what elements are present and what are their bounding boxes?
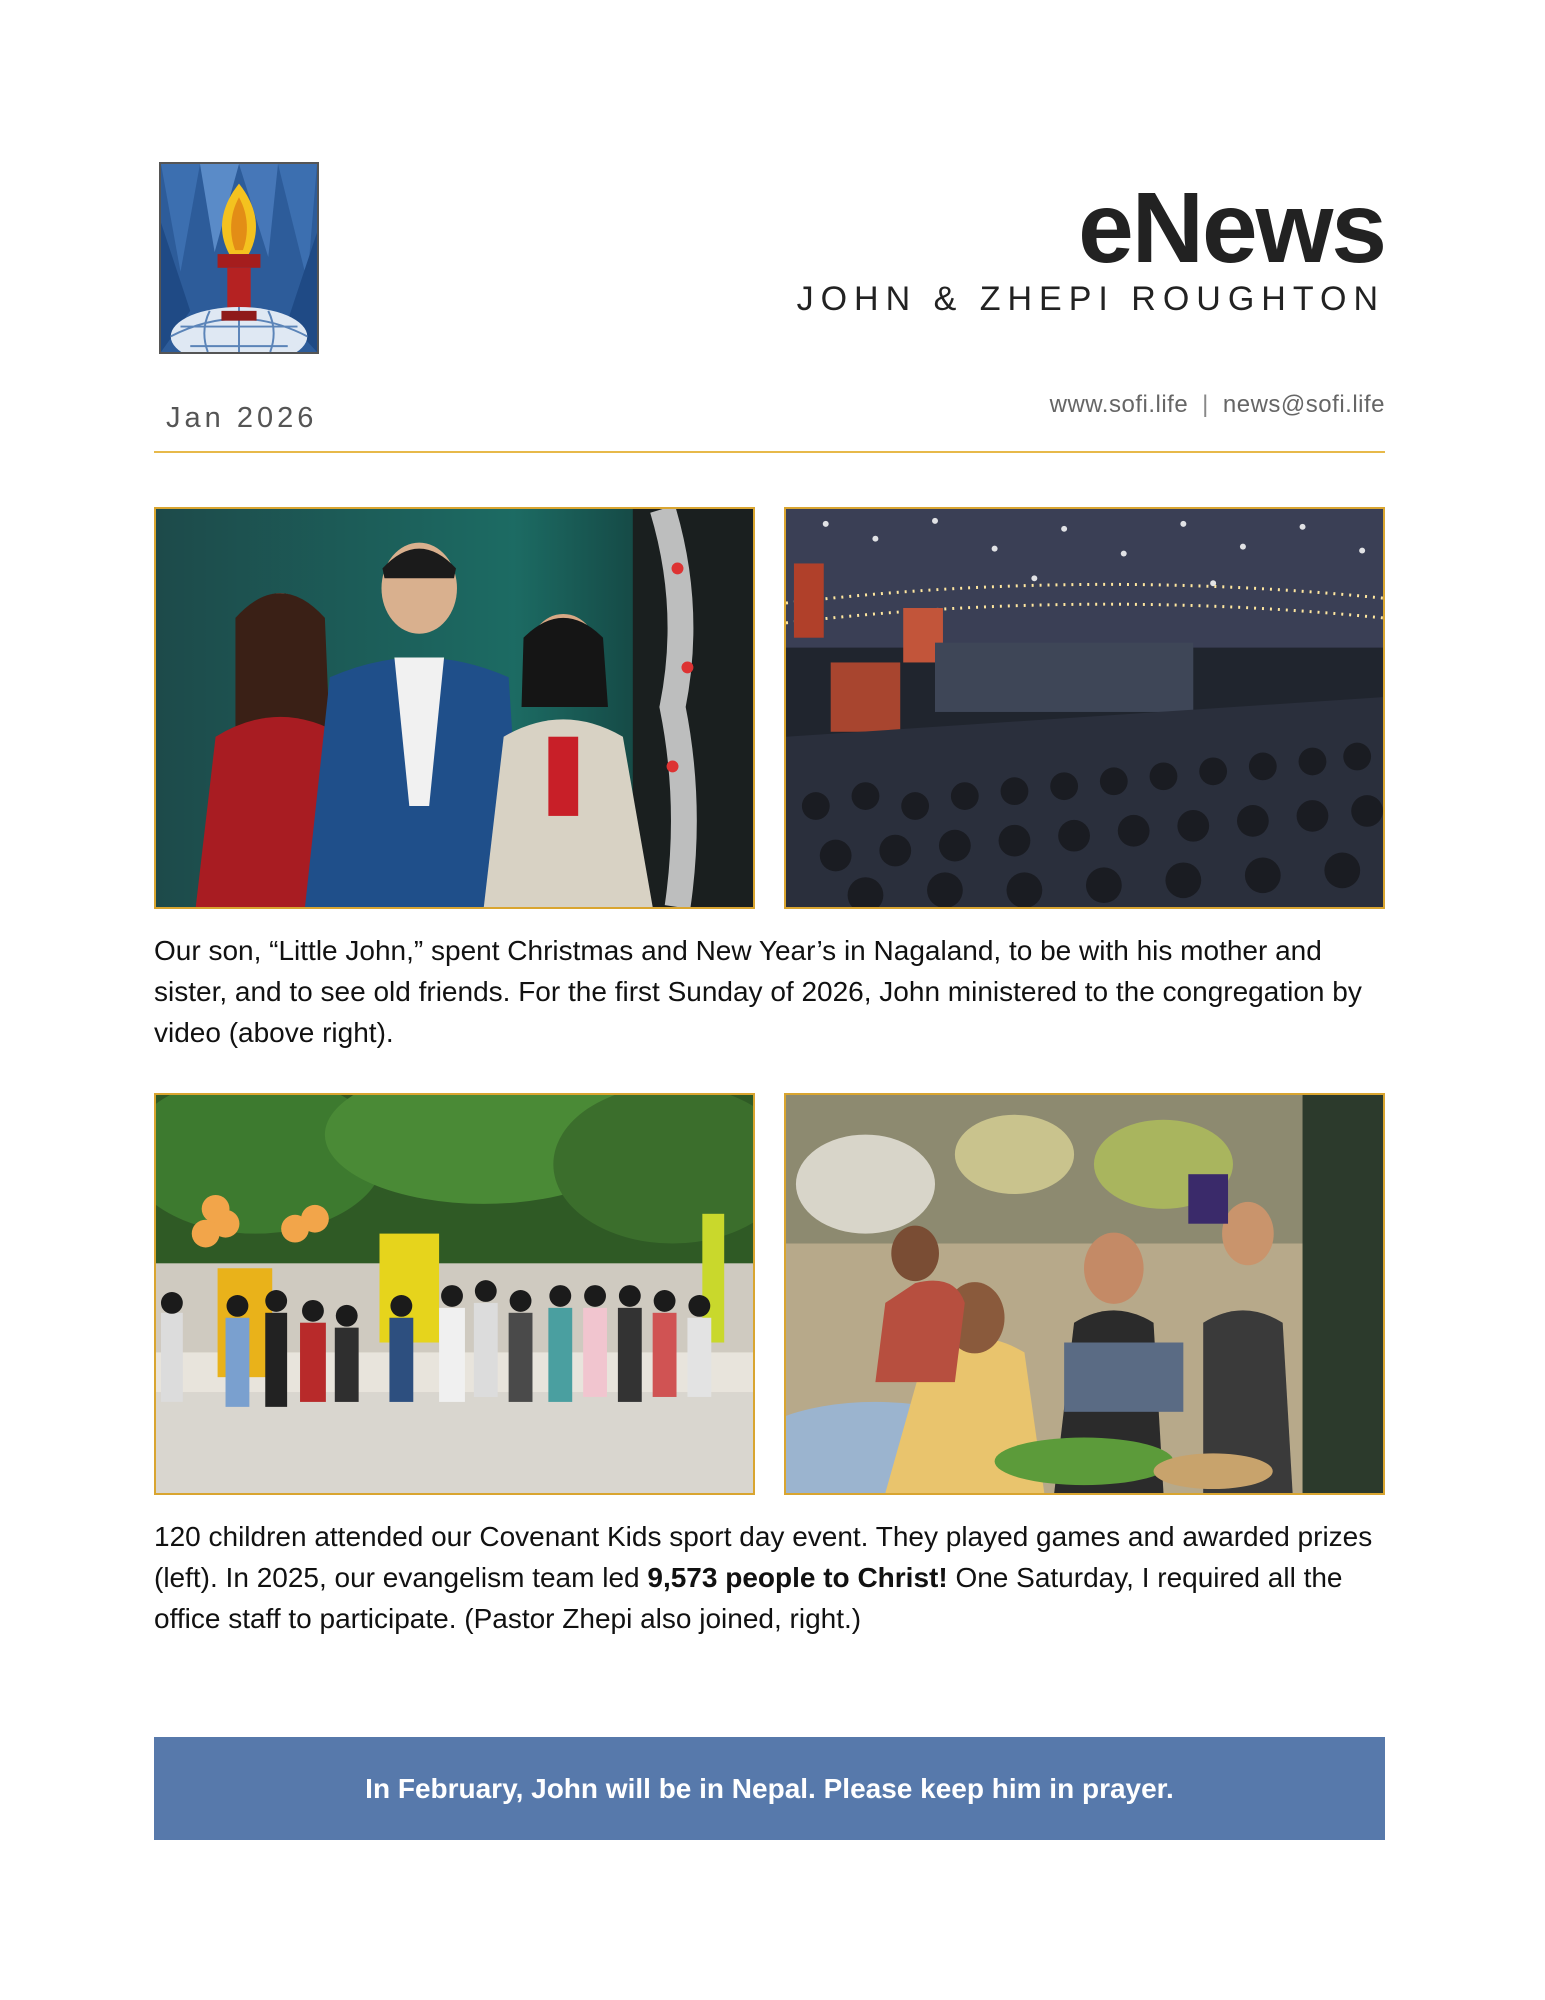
prayer-banner-text: In February, John will be in Nepal. Please keep him in prayer. [365,1772,1174,1804]
evangelism-market-photo [784,1093,1385,1495]
newsletter-subtitle: JOHN & ZHEPI ROUGHTON [796,280,1385,318]
header-divider [154,451,1385,453]
congregation-photo [784,507,1385,909]
newsletter-title: eNews [1078,172,1385,284]
contact-line [1050,393,1385,417]
prayer-banner [154,1737,1385,1840]
email-link[interactable]: news@sofi.life [1222,391,1385,418]
section2-caption [154,1516,1394,1639]
kids-sport-day-photo [154,1093,755,1495]
section2-caption-text-1: 120 children attended our Covenant Kids sport day event. They played games and awarded prizes (left). In 2025, our evangelism team led [154,1521,1373,1593]
issue-date: Jan 2026 [166,402,318,434]
contact-separator: | [1202,391,1209,418]
section2-caption-bold: 9,573 people to Christ! [647,1562,948,1593]
family-photo [154,507,755,909]
section2-caption-text-2: One Saturday, I required all the office staff to participate. (Pastor Zhepi also joined, right.) [154,1562,1343,1634]
section1-caption: Our son, “Little John,” spent Christmas and New Year’s in Nagaland, to be with his mother and sister, and to see old friends. For the first Sunday of 2026, John ministered to the congregation by video (above right). [154,935,1362,1048]
website-link[interactable]: www.sofi.life [1049,391,1189,418]
torch-globe-logo [159,162,319,354]
